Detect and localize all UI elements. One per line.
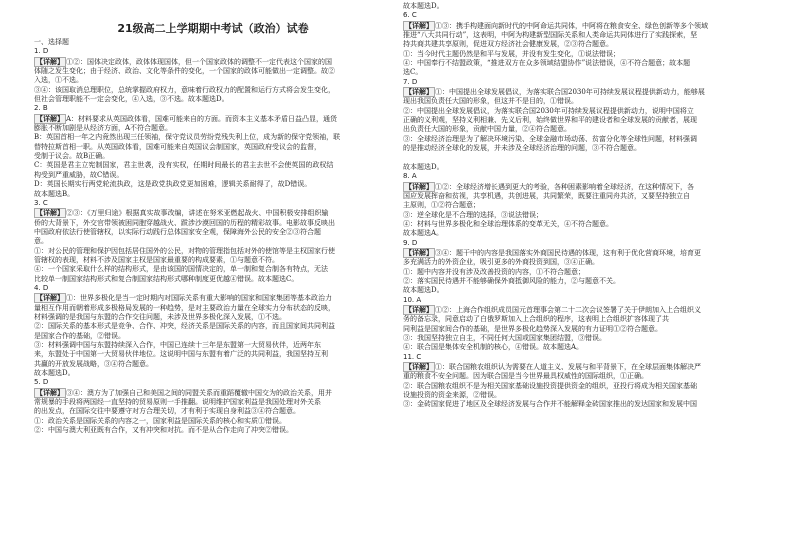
- text-line: 构受到严重威胁，故C错误。: [34, 170, 124, 179]
- text-line: 4. D: [34, 283, 49, 292]
- text-line: 3. C: [34, 198, 48, 207]
- text-line: 现出我国负责任大国的形象，但这并不是目的，①错误。: [403, 97, 578, 106]
- text-line: 故本题选D。: [403, 162, 444, 171]
- text-line: 7. D: [403, 77, 418, 86]
- text-line: 受制于议会。故B正确。: [34, 152, 110, 161]
- text-line: [403, 154, 759, 163]
- text-line: 【详解】 A：材料要求从英国政体看，国难可能来自的方面。而资本主义基本矛盾日益凸显，通货: [36, 113, 338, 123]
- text-line: ③：我国坚持独立自主，不同任何大国或国家集团结盟，③错误。: [403, 334, 606, 343]
- text-line: 故本题选D。: [403, 2, 444, 10]
- text-line: 【详解】 ①②：全球经济增长遇到更大的考验，各种困素影响着全球经济，在这种情况下，各: [405, 181, 694, 191]
- text-line: 【详解】 ①：世界多极化是当一定时期内对国际关系有重大影响的国家和国家集团等基本政治力: [36, 293, 332, 303]
- text-line: 持共商共建共享原则，促进双方经济社会健康发展，②③符合题意。: [403, 40, 613, 49]
- text-line: 入选，①不选。: [34, 76, 83, 85]
- text-line: 替特拉斯首相一职。从英国政体看，国难可能来自英国议会制国家，英国政府受议会的监督，: [34, 142, 321, 151]
- text-line: 但社会管理职能不一定会变化，④入选，③不选。故本题选D。: [34, 95, 229, 104]
- document-title: 21级高二上学期期中考试（政治）试卷: [117, 22, 309, 35]
- text-line: 国应发展挥奋和贫视，共享机遇，共创进展，共同繁荣，既要注重同舟共济，又要坚持独立自: [403, 191, 690, 200]
- text-line: 是国家合作的基础，②错误。: [34, 331, 125, 340]
- text-line: 10. A: [403, 295, 422, 304]
- text-line: 【详解】 ①②：国体决定政体，政体体现国体，但一个国家政体的调整不一定代表这个国家的国: [36, 56, 332, 66]
- text-line: 1. D: [34, 47, 49, 56]
- text-line: 选C。: [403, 68, 423, 77]
- text-line: 一、选择题: [34, 38, 69, 46]
- text-line: 【详解】 ①③：携手构建面向新时代的中阿命运共同体，中阿将在粮食安全、绿色创新等多个领域: [405, 20, 708, 30]
- text-line: ②：国际关系的基本形式是竞争、合作、冲突，经济关系是国际关系的内容，而且国家间共同利益: [34, 322, 335, 331]
- text-line: 管辖权的表现，材料不涉及国家主权是国家最重要的构成要素，①与题意不符。: [34, 255, 279, 264]
- text-line: 量相互作用而朝着形成多极格局发展的一种趋势，是对主要政治力量在全球实力分布状态的反映，: [34, 303, 335, 312]
- text-line: 中国政府依法行使管辖权，以实际行动践行总体国家安全观，保障海外公民的安全②③符合题: [34, 227, 321, 236]
- text-line: C：英国是君主立宪制国家，君主世袭，没有实权，任期时间最长的君主去世不会使英国的政权结: [34, 161, 334, 170]
- left-column-text: [34, 38, 392, 435]
- explanation-tag: 【详解】: [405, 20, 433, 30]
- text-line: ②：中国与澳大利亚既有合作，又有冲突和对抗。而不是从合作走向了冲突②错误。: [34, 426, 293, 435]
- text-line: 常规暴的手段将两国经一直坚持的贸易原则一手推翻。说明维护国家利益是我国处理对外关系: [34, 398, 321, 407]
- explanation-tag: 【详解】: [405, 362, 433, 372]
- explanation-tag: 【详解】: [405, 247, 433, 257]
- text-line: 比较单一制国家结构形式和复合制国家结构形式哪种制度更优越④错误。故本题选C。: [34, 274, 299, 283]
- explanation-tag: 【详解】: [36, 56, 64, 66]
- text-line: ③④：该国取消总理职位，总统掌握政府权力，意味着行政权力的配置和运行方式将会发生变化，: [34, 85, 335, 94]
- text-line: D：英国长期实行两党轮流执政，这是政党执政党更加困难，逻辑关系耐得了，故D错误。: [34, 180, 312, 189]
- text-line: ①：题中内容并没有涉及改善投资的内容，①不符合题意；: [403, 267, 585, 276]
- explanation-tag: 【详解】: [36, 387, 64, 397]
- text-line: 【详解】 ①②：上海合作组织成员国元首理事会第二十二次会议签署了关于伊朗加入上合组织义: [405, 305, 701, 314]
- text-line: 主原则，①②符合题意；: [403, 201, 480, 210]
- text-line: 2. B: [34, 104, 48, 113]
- text-line: 务的备忘录，同意启动了白俄罗斯加入上合组织的程序，这表明上合组织扩容体现了共: [403, 315, 669, 324]
- text-line: 【详解】 ①：联合国粮农组织认为需要在人道主义、发展与和平背景下，在全球层面集体解决严: [405, 362, 701, 372]
- text-line: 侨的大背景下，外交官带领被困同胞穿越战火、跋涉沙漠回国的历程的精彩故事。电影故事反映出: [34, 218, 335, 227]
- text-line: 材料强调的是我国与东盟的合作交往问题，未涉及世界多极化深入发展，①不选。: [34, 312, 286, 321]
- text-line: 9. D: [403, 238, 418, 247]
- text-line: ①：当今时代主题仍然是和平与发展，并没有发生变化，①说法错误；: [403, 49, 620, 58]
- text-line: ①：对公民的管理和保护因包括居住国外的公民，对物的管理指包括对外的使馆等是主权国家行使: [34, 246, 335, 255]
- right-column-text: [403, 2, 759, 410]
- text-line: 设施投资的资金来源，②错误。: [403, 391, 501, 400]
- text-line: ④：一个国家采取什么样的结构形式，是由该国的国情决定的，单一制和复合制各有特点，无法: [34, 265, 328, 274]
- text-line: 8. A: [403, 172, 417, 181]
- text-line: 【详解】 ③④：澳方为了加强自己和美国之间的同盟关系而重蹈覆辙中国交为的政治关系，用并: [36, 387, 332, 397]
- text-line: 推进“八大共同行动”，这表明，中阿为构建新型国际关系和人类命运共同体进行了实践探索，坚: [403, 31, 698, 40]
- text-line: 故本题选B。: [34, 189, 75, 198]
- explanation-tag: 【详解】: [405, 87, 433, 97]
- left-column: [34, 2, 392, 435]
- text-line: B：英国首相一年之内竟然出现三任领袖，保守党议员劳纷党残失利上位，成为新的保守党领袖，联: [34, 133, 341, 142]
- explanation-tag: 【详解】: [36, 208, 64, 218]
- text-line: 11. C: [403, 352, 422, 361]
- text-line: 正确的义利观，坚持义利相兼、先义后利，始终做世界和平的建设者和全球发展的贡献者，展现: [403, 116, 697, 125]
- text-line: 出负责任大国的形象，贡献中国力量，②④符合题意。: [403, 125, 571, 134]
- text-line: ④：中国奉行不结盟政策，“推进双方在众多领域结盟协作”说法错误，④不符合题意；故本题: [403, 59, 691, 68]
- text-line: ④：材料与世界多极化和全球治理体系的变革无关，④不符合题意。: [403, 219, 613, 228]
- text-line: 的出发点，在国际交往中要遵守对方合理关切，才有利于实现自身利益③④符合题意。: [34, 407, 300, 416]
- text-line: 6. C: [403, 11, 417, 20]
- explanation-tag: 【详解】: [405, 305, 433, 314]
- explanation-tag: 【详解】: [36, 293, 64, 303]
- text-line: ②：联合国粮农组织不是为相关国家基础设施投资提供资金的组织，亚投行将成为相关国家基础: [403, 381, 697, 390]
- explanation-tag: 【详解】: [405, 181, 433, 191]
- explanation-tag: 【详解】: [36, 113, 64, 123]
- text-line: ②：落实国民待遇并不能够确保外商抵御风险的能力，②与题意不关。: [403, 276, 620, 285]
- text-line: ③：全球经济治理是为了解决环境污染、全球金融市场动荡、贫富分化等全球性问题，材料强调: [403, 134, 697, 143]
- text-line: 意。: [34, 237, 48, 246]
- text-line: 【详解】 ①：中国提出全球发展倡议，为落实联合国2030年可持续发展议程提供新动力，能够展: [405, 87, 705, 97]
- text-line: 【详解】 ②③：《万里归途》根据真实故事改编，讲述在努米亚燃起战火、中国积极安排组织输: [36, 208, 329, 218]
- text-line: 故本题选A。: [403, 229, 444, 238]
- text-line: 共赢的开放发展战略，③④符合题意。: [34, 359, 153, 368]
- text-line: 同利益是国家间合作的基础，是世界多极化趋势深入发展的有力证明①②符合题意。: [403, 324, 662, 333]
- text-line: 故本题选D。: [34, 369, 75, 378]
- text-line: 膨胀不断加剧是从经济方面，A不符合题意。: [34, 124, 173, 133]
- text-line: ③：逆全球化是不合理的选择，③说法错误；: [403, 210, 543, 219]
- text-line: 的是推动经济全球化的发展，并未涉及全球经济治理的问题，③不符合题意。: [403, 144, 641, 153]
- text-line: 体随之发生变化；由于经济、政治、文化等条件的变化，一个国家的政体可能做出一定调整。故②: [34, 67, 335, 76]
- text-line: 【详解】 ③④：题干中的内容是我国落实外商国民待遇的体现，这有利于优化营商环境，培育更: [405, 247, 701, 257]
- text-line: 故本题选D。: [403, 286, 444, 295]
- text-line: ③：材料强调中国与东盟持续深入合作，中国已连续十三年是东盟第一大贸易伙伴，近两年东: [34, 341, 321, 349]
- text-line: ①：政治关系是国际关系的内容之一，国家利益是国际关系的核心和实质①错误。: [34, 416, 286, 425]
- right-column: [403, 2, 759, 410]
- text-line: 5. D: [34, 378, 49, 387]
- text-line: ③：金砖国家促进了地区及全球经济发展与合作并不能解释金砖国家推出的发达国家和发展中国: [403, 400, 697, 409]
- text-line: ②：中国提出全球发展倡议，为落实联合国2030年可持续发展议程提供新动力，说明中国将立: [403, 106, 694, 115]
- text-line: 来，东盟处于中国第一大贸易伙伴地位。这说明中国与东盟有着广泛的共同利益，我国坚持互利: [34, 350, 328, 359]
- text-line: 重的粮食不安全问题。因为联合国是当今世界最具权威性的国际组织，①正确。: [403, 372, 648, 381]
- text-line: ④：联合国是集体安全机制的核心，④错误。故本题选A。: [403, 343, 584, 352]
- text-line: 多充满活力的外资企业，吸引更多的外商投资到国，③④正确。: [403, 258, 599, 267]
